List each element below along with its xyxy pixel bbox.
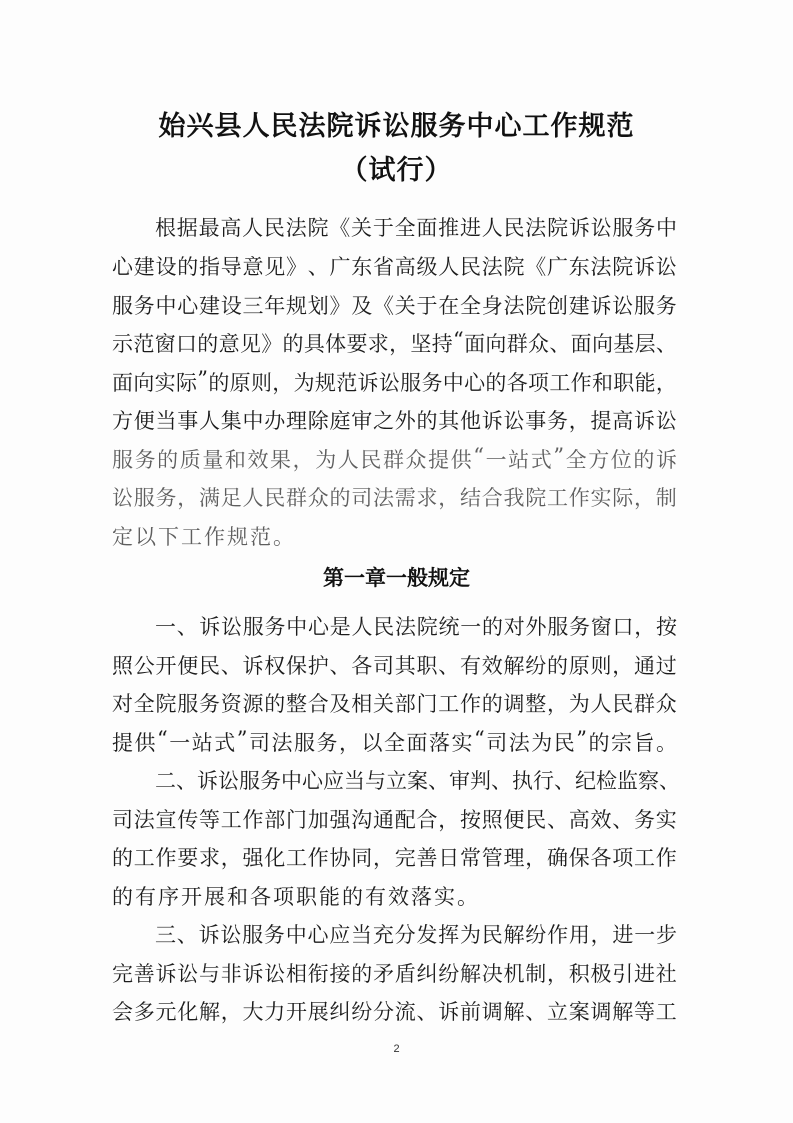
body-line: 照 公 开 便 民 、 诉 权 保 护 、 各 司 其 职 、 有 效 解 纷 的 原 则 ， 通 过 (112, 654, 677, 678)
body-line: 提 供 “ 一 站 式 ” 司 法 服 务 ， 以 全 面 落 实 “ 司 法 为 民 ” 的 宗 旨 。 (112, 727, 677, 755)
body-line: 的 工 作 要 求 ， 强 化 工 作 协 同 ， 完 善 日 常 管 理 ， 确 保 各 项 工 作 (112, 846, 677, 870)
body-line: 司 法 宣 传 等 工 作 部 门 加 强 沟 通 配 合 ， 按 照 便 民 、 高 效 、 务 实 (112, 808, 677, 832)
intro-line: 面 向 实 际 ” 的 原 则 ， 为 规 范 诉 讼 服 务 中 心 的 各 项 工 作 和 职 能 ， (112, 367, 677, 395)
body-line: 一 、 诉 讼 服 务 中 心 是 人 民 法 院 统 一 的 对 外 服 务 窗 口 ， 按 (155, 615, 677, 639)
document-title: 始兴县人民法院诉讼服务中心工作规范 (158, 111, 635, 142)
intro-line: 服 务 中 心 建 设 三 年 规 划 》 及 《 关 于 在 全 身 法 院 创 建 诉 讼 服 务 (112, 294, 677, 318)
body-line: 对 全 院 服 务 资 源 的 整 合 及 相 关 部 门 工 作 的 调 整 ， 为 人 民 群 众 (112, 692, 677, 716)
intro-line: 定以下工作规范。 (112, 525, 296, 549)
intro-line: 示 范 窗 口 的 意 见 》 的 具 体 要 求 ， 坚 持 “ 面 向 群 众 、 面 向 基 层 、 (112, 328, 677, 356)
document-subtitle: （试行） (340, 155, 453, 186)
intro-line: 讼 服 务 ， 满 足 人 民 群 众 的 司 法 需 求 ， 结 合 我 院 工 作 实 际 ， 制 (112, 486, 677, 510)
intro-line: 服 务 的 质 量 和 效 果 ， 为 人 民 群 众 提 供 “ 一 站 式 ” 全 方 位 的 诉 (112, 444, 677, 472)
intro-line: 方 便 当 事 人 集 中 办 理 除 庭 审 之 外 的 其 他 诉 讼 事 务 ， 提 高 诉 讼 (112, 409, 677, 433)
body-line: 三 、 诉 讼 服 务 中 心 应 当 充 分 发 挥 为 民 解 纷 作 用 ， 进 一 步 (155, 923, 677, 947)
intro-line: 心 建 设 的 指 导 意 见 》 、 广 东 省 高 级 人 民 法 院 《 广 东 法 院 诉 讼 (112, 255, 677, 279)
page-number: 2 (393, 1043, 400, 1055)
body-line: 二 、 诉 讼 服 务 中 心 应 当 与 立 案 、 审 判 、 执 行 、 纪 检 监 察 、 (155, 769, 680, 793)
body-line: 的有序开展和各项职能的有效落实。 (112, 885, 480, 909)
chapter-heading: 第一章一般规定 (323, 566, 470, 590)
intro-line: 根 据 最 高 人 民 法 院 《 关 于 全 面 推 进 人 民 法 院 诉 讼 服 务 中 (155, 216, 677, 240)
body-line: 会 多 元 化 解 ， 大 力 开 展 纠 纷 分 流 、 诉 前 调 解 、 立 案 调 解 等 工 (112, 1000, 677, 1024)
body-line: 完 善 诉 讼 与 非 诉 讼 相 衔 接 的 矛 盾 纠 纷 解 决 机 制 ， 积 极 引 进 社 (112, 962, 677, 986)
